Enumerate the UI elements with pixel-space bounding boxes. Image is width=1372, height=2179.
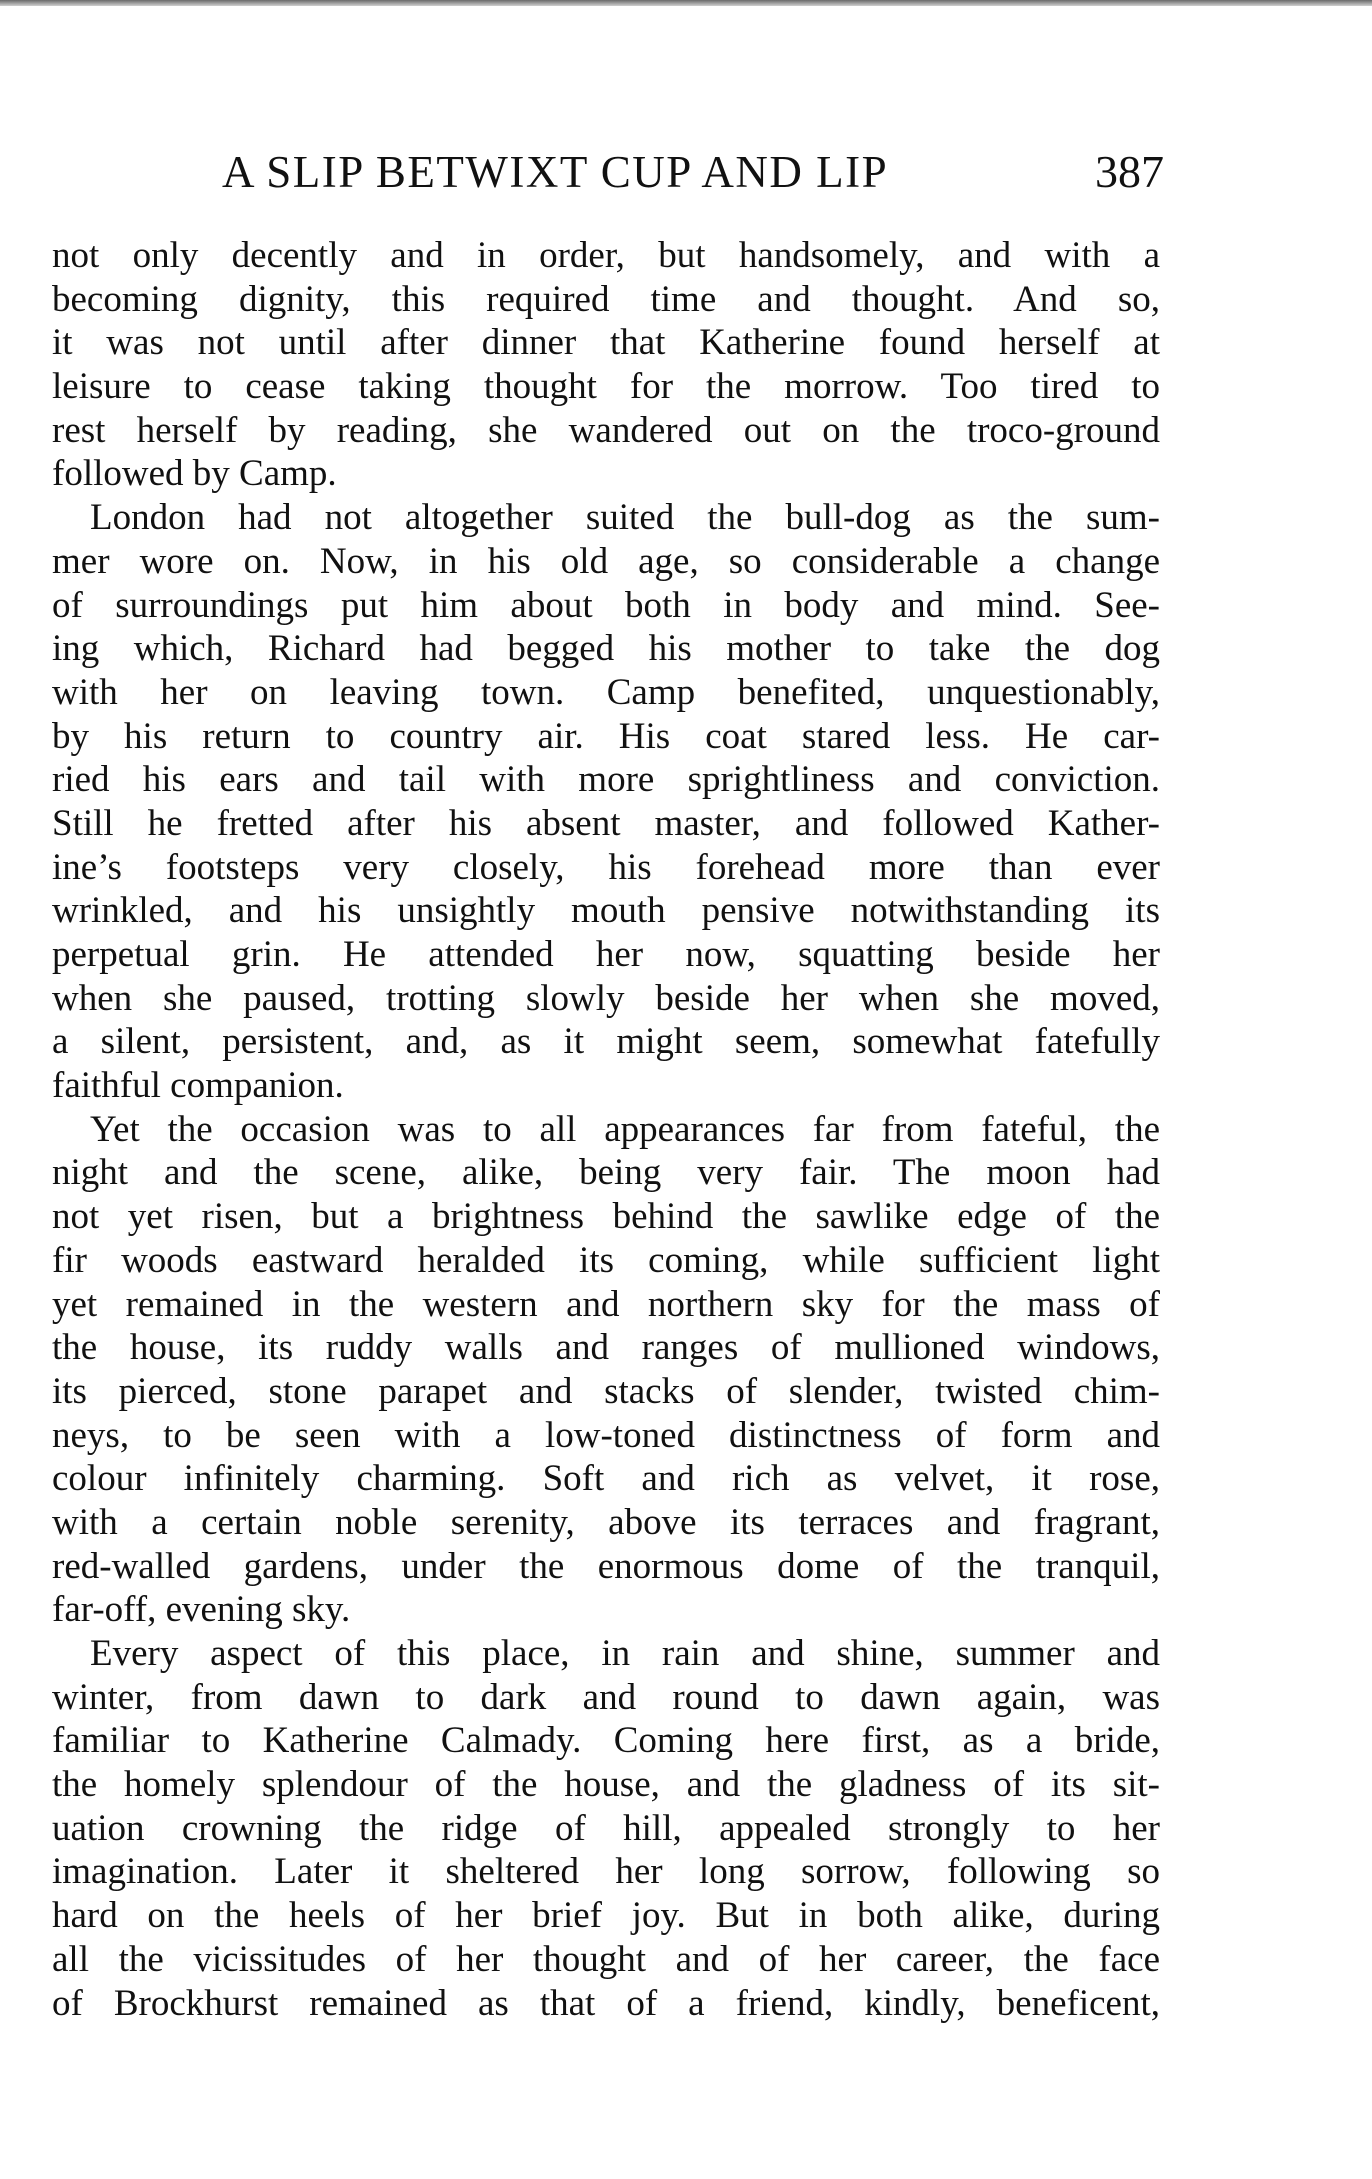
text-line: by his return to country air. His coat stared less. He car-	[52, 715, 1160, 757]
text-line: leisure to cease taking thought for the morrow. Too tired to	[52, 366, 1160, 408]
text-line: London had not altogether suited the bull-dog as the sum-	[90, 497, 1160, 539]
text-line: faithful companion.	[52, 1065, 344, 1107]
text-line: perpetual grin. He attended her now, squatting beside her	[52, 934, 1160, 975]
text-line: when she paused, trotting slowly beside her when she moved,	[52, 977, 1160, 1019]
top-edge-shadow	[0, 0, 1372, 6]
text-line: fir woods eastward heralded its coming, while sufficient light	[52, 1239, 1160, 1281]
text-line: Every aspect of this place, in rain and shine, summer and	[90, 1633, 1160, 1674]
text-line: neys, to be seen with a low-toned distinctness of form and	[52, 1414, 1160, 1456]
text-line: with her on leaving town. Camp benefited, unquestionably,	[52, 671, 1160, 713]
text-line: wrinkled, and his unsightly mouth pensive notwithstanding its	[52, 890, 1160, 932]
text-line: imagination. Later it sheltered her long sorrow, following so	[52, 1851, 1160, 1893]
text-line: red-walled gardens, under the enormous dome of the tranquil,	[52, 1545, 1160, 1587]
page-number: 387	[1095, 146, 1164, 197]
text-line: night and the scene, alike, being very fair. The moon had	[52, 1152, 1160, 1194]
text-line: its pierced, stone parapet and stacks of slender, twisted chim-	[52, 1370, 1160, 1412]
text-line: ine’s footsteps very closely, his forehead more than ever	[52, 846, 1160, 888]
text-line: of Brockhurst remained as that of a friend, kindly, beneficent,	[52, 1982, 1160, 2024]
text-line: mer wore on. Now, in his old age, so considerable a change	[52, 540, 1160, 582]
text-line: not yet risen, but a brightness behind the sawlike edge of the	[52, 1196, 1160, 1238]
text-line: all the vicissitudes of her thought and of her career, the face	[52, 1938, 1160, 1980]
running-title: A SLIP BETWIXT CUP AND LIP	[222, 147, 889, 197]
text-line: Still he fretted after his absent master, and followed Kather-	[52, 802, 1160, 844]
body-text	[52, 234, 1160, 2025]
text-line: not only decently and in order, but handsomely, and with a	[52, 235, 1160, 276]
text-line: with a certain noble serenity, above its terraces and fragrant,	[52, 1501, 1160, 1543]
text-line: yet remained in the western and northern sky for the mass of	[52, 1283, 1160, 1325]
text-line: the house, its ruddy walls and ranges of mullioned windows,	[52, 1327, 1160, 1369]
text-line: Yet the occasion was to all appearances far from fateful, the	[90, 1108, 1160, 1150]
text-line: colour infinitely charming. Soft and rich as velvet, it rose,	[52, 1458, 1160, 1500]
page-header	[222, 142, 1164, 202]
text-line: becoming dignity, this required time and thought. And so,	[52, 278, 1160, 320]
text-line: hard on the heels of her brief joy. But in both alike, during	[52, 1895, 1160, 1937]
text-line: it was not until after dinner that Katherine found herself at	[52, 322, 1160, 364]
text-line: a silent, persistent, and, as it might seem, somewhat fatefully	[52, 1021, 1160, 1063]
text-line: familiar to Katherine Calmady. Coming here first, as a bride,	[52, 1720, 1160, 1762]
text-line: ing which, Richard had begged his mother to take the dog	[52, 628, 1160, 670]
text-line: winter, from dawn to dark and round to dawn again, was	[52, 1676, 1160, 1718]
text-line: far-off, evening sky.	[52, 1589, 351, 1631]
text-line: ried his ears and tail with more sprightliness and conviction.	[52, 759, 1160, 801]
text-line: of surroundings put him about both in body and mind. See-	[52, 584, 1160, 626]
text-line: the homely splendour of the house, and the gladness of its sit-	[52, 1764, 1160, 1806]
text-line: followed by Camp.	[52, 453, 337, 495]
text-line: uation crowning the ridge of hill, appealed strongly to her	[52, 1807, 1160, 1849]
text-line: rest herself by reading, she wandered out on the troco-ground	[52, 409, 1160, 451]
